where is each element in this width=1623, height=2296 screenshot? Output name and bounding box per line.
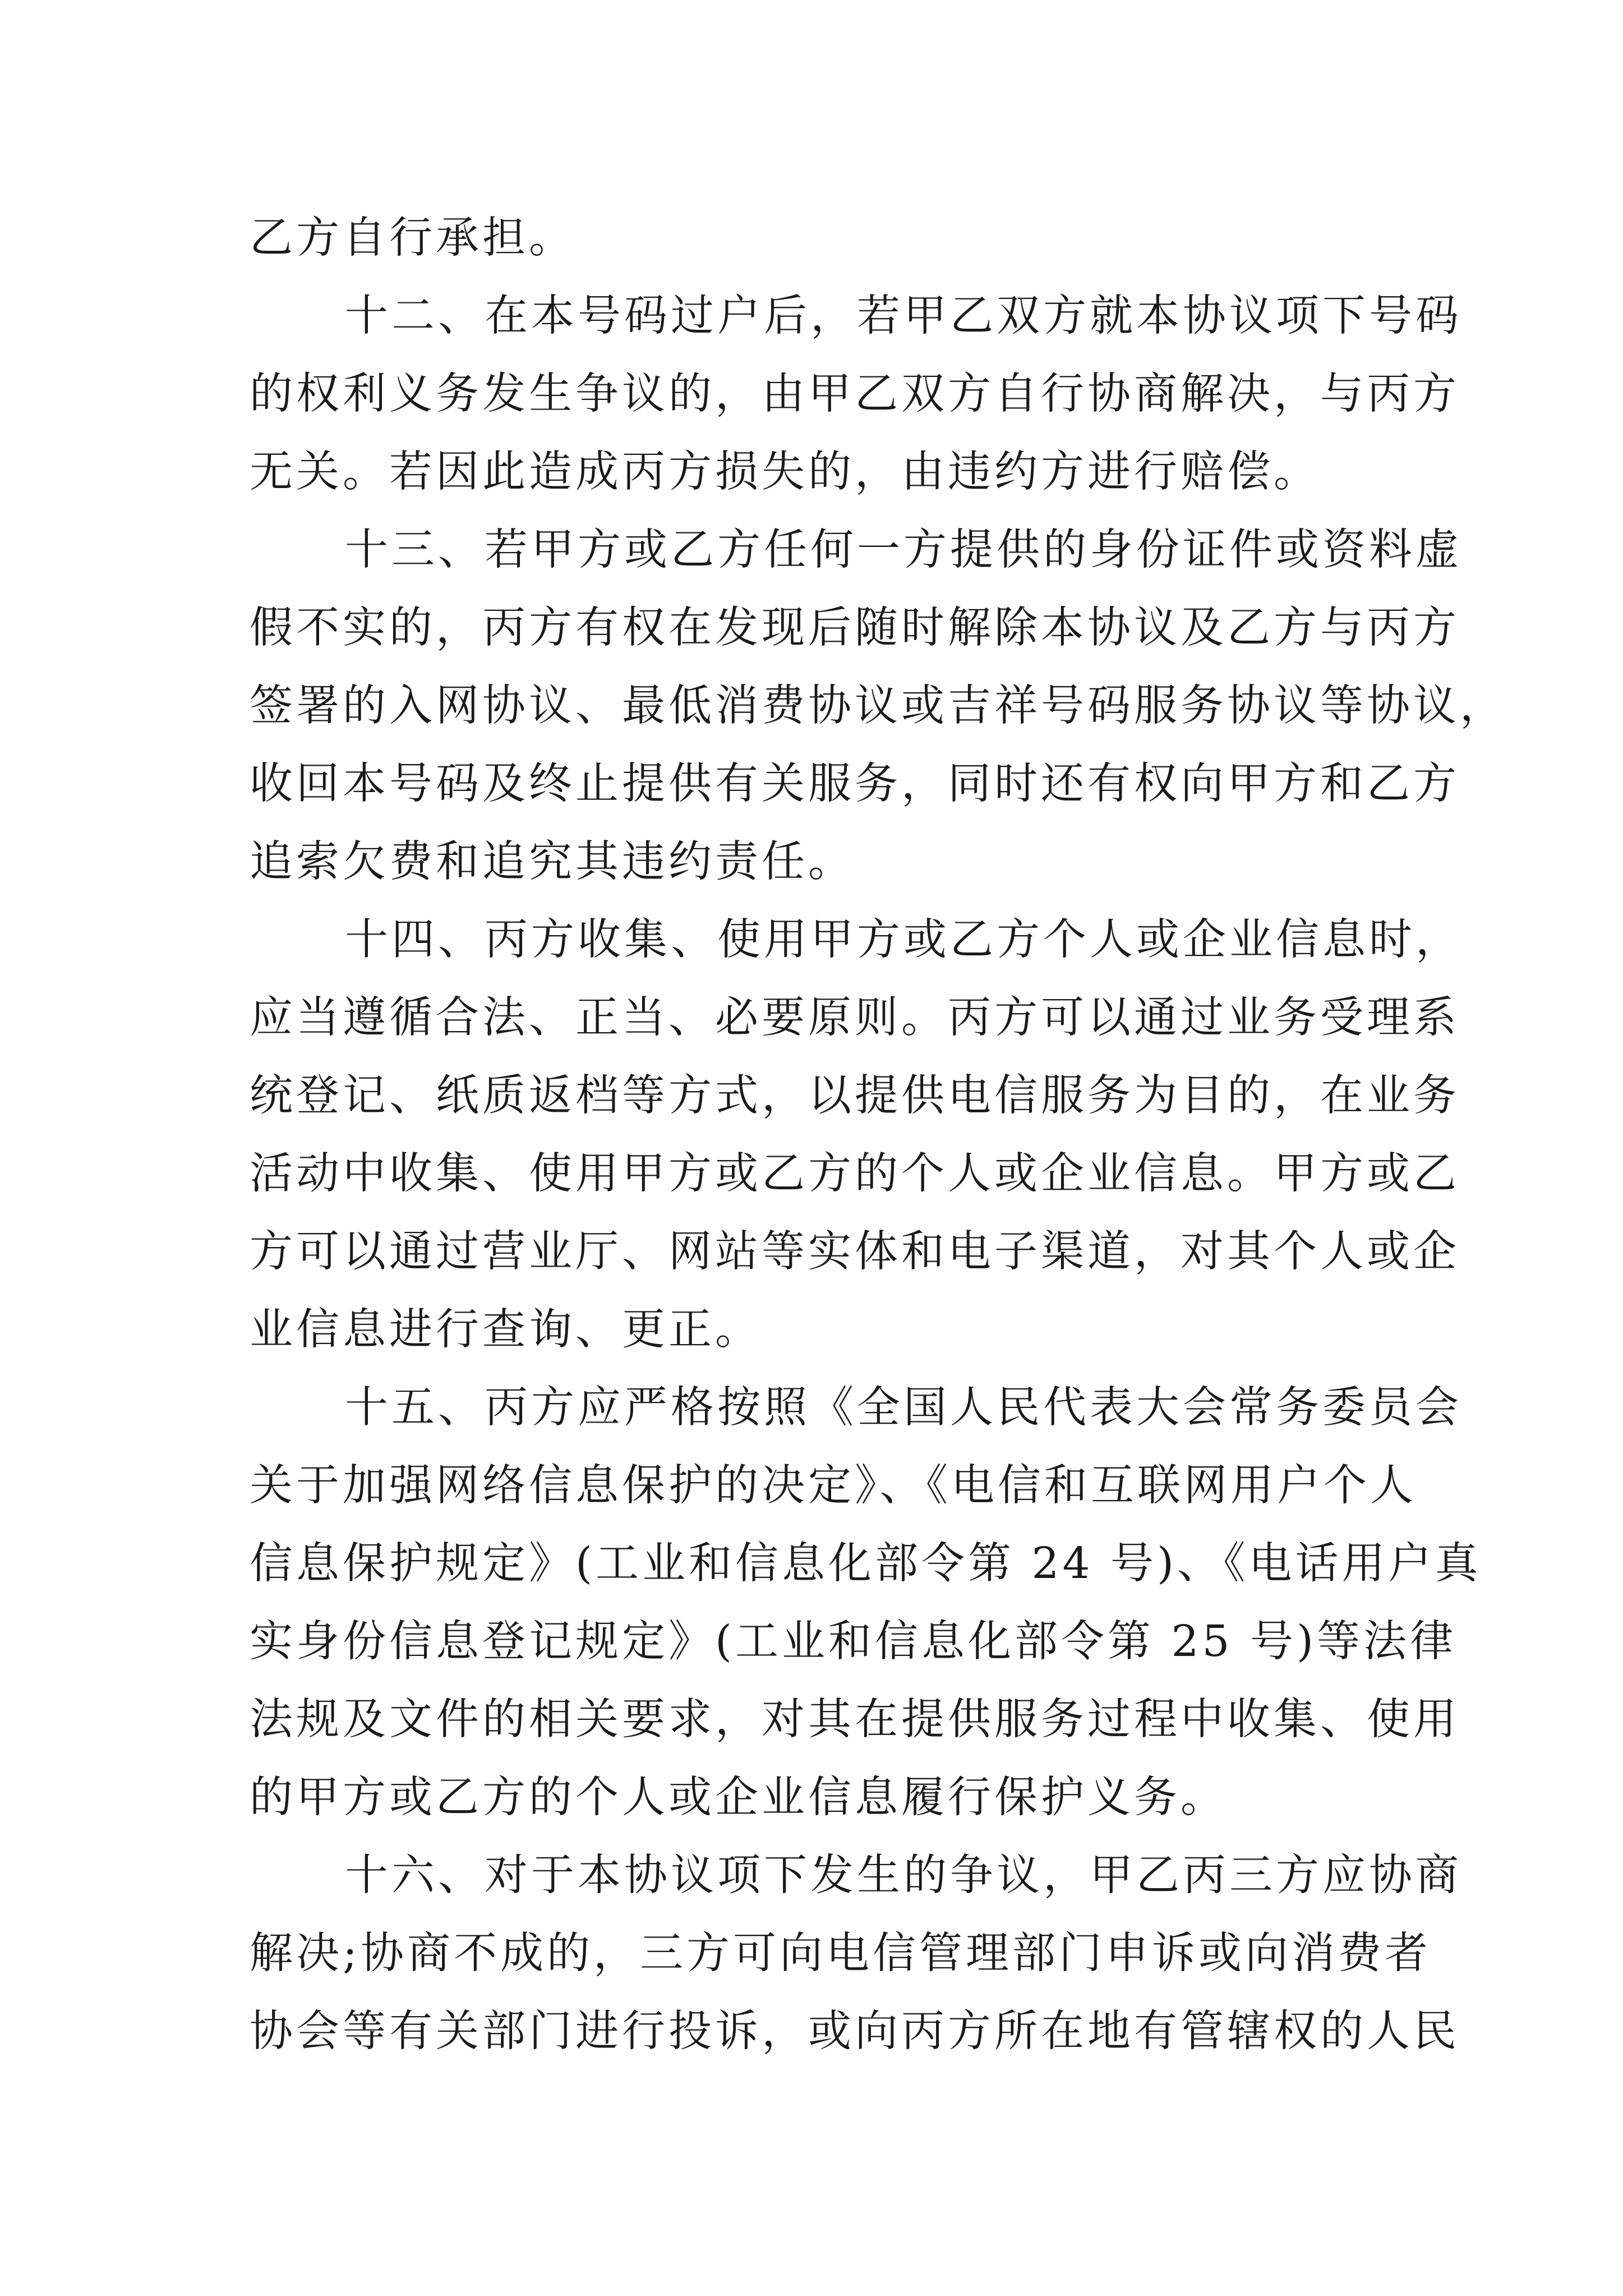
document-body bbox=[250, 199, 1506, 2070]
text-line: 活动中收集、使用甲方或乙方的个人或企业信息。甲方或乙 bbox=[250, 1149, 1460, 1199]
text-line: 信息保护规定》(工业和信息化部令第 24 号)、《电话用户真 bbox=[250, 1539, 1482, 1589]
text-line: 的权利义务发生争议的，由甲乙双方自行协商解决，与丙方 bbox=[250, 369, 1460, 419]
text-line: 十二、在本号码过户后，若甲乙双方就本协议项下号码 bbox=[345, 291, 1462, 341]
text-line: 乙方自行承担。 bbox=[250, 213, 575, 263]
text-line: 收回本号码及终止提供有关服务，同时还有权向甲方和乙方 bbox=[250, 759, 1460, 809]
text-line: 十四、丙方收集、使用甲方或乙方个人或企业信息时， bbox=[345, 915, 1462, 965]
text-line: 追索欠费和追究其违约责任。 bbox=[250, 837, 855, 887]
text-line: 假不实的，丙方有权在发现后随时解除本协议及乙方与丙方 bbox=[250, 603, 1460, 653]
text-line: 十五、丙方应严格按照《全国人民代表大会常务委员会 bbox=[345, 1383, 1462, 1433]
text-line: 解决;协商不成的，三方可向电信管理部门申诉或向消费者 bbox=[250, 1929, 1431, 1978]
text-line: 十三、若甲方或乙方任何一方提供的身份证件或资料虚 bbox=[345, 525, 1462, 575]
text-line: 关于加强网络信息保护的决定》、《电信和互联网用户个人 bbox=[250, 1461, 1417, 1511]
text-line: 方可以通过营业厅、网站等实体和电子渠道，对其个人或企 bbox=[250, 1227, 1460, 1277]
text-line: 无关。若因此造成丙方损失的，由违约方进行赔偿。 bbox=[250, 447, 1320, 497]
text-line: 协会等有关部门进行投诉，或向丙方所在地有管辖权的人民 bbox=[250, 2007, 1460, 2056]
text-line: 的甲方或乙方的个人或企业信息履行保护义务。 bbox=[250, 1773, 1227, 1823]
text-line: 十六、对于本协议项下发生的争议，甲乙丙三方应协商 bbox=[345, 1851, 1462, 1901]
text-line: 签署的入网协议、最低消费协议或吉祥号码服务协议等协议， bbox=[250, 681, 1506, 731]
text-line: 应当遵循合法、正当、必要原则。丙方可以通过业务受理系 bbox=[250, 993, 1460, 1043]
text-line: 业信息进行查询、更正。 bbox=[250, 1305, 762, 1355]
text-line: 统登记、纸质返档等方式，以提供电信服务为目的，在业务 bbox=[250, 1071, 1460, 1121]
text-line: 实身份信息登记规定》(工业和信息化部令第 25 号)等法律 bbox=[250, 1617, 1457, 1667]
text-line: 法规及文件的相关要求，对其在提供服务过程中收集、使用 bbox=[250, 1695, 1460, 1745]
